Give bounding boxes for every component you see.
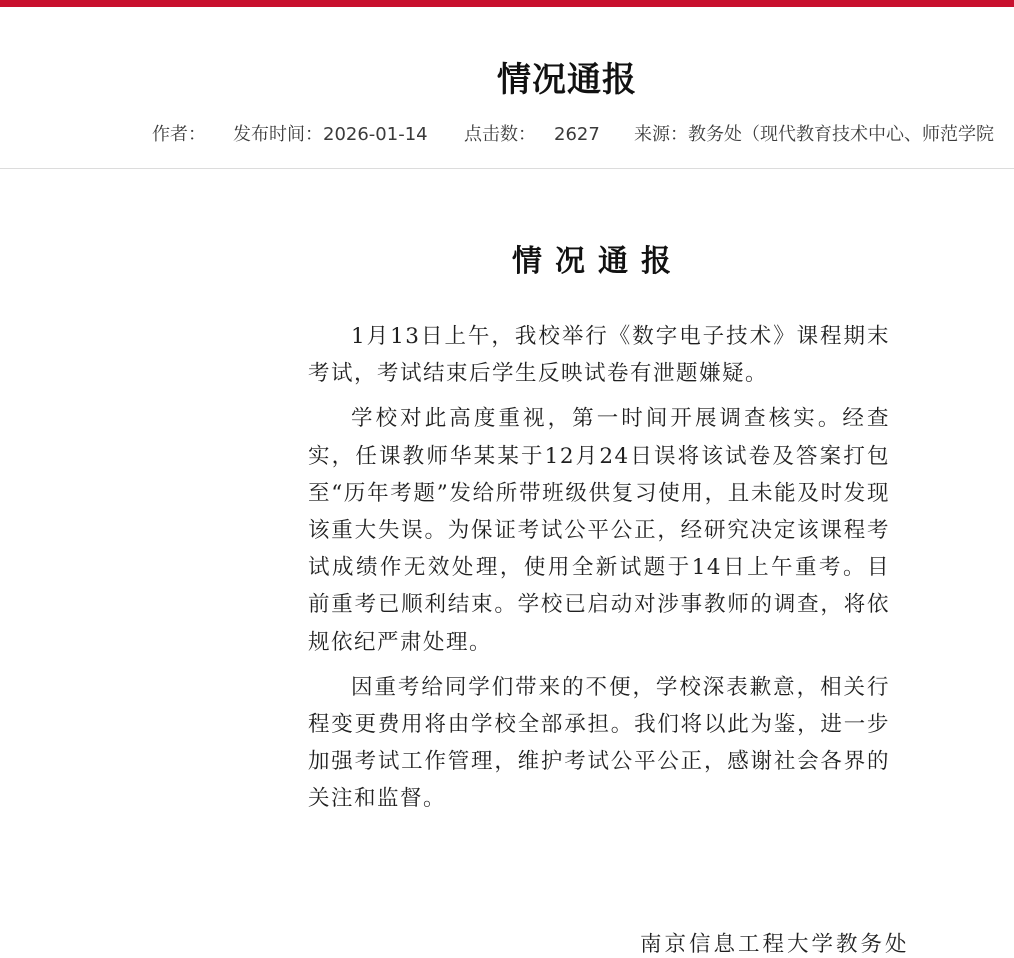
top-accent-bar <box>0 0 1014 7</box>
meta-clicks-label: 点击数： <box>464 124 536 145</box>
meta-publish-time: 发布时间：2026-01-14 <box>233 124 428 145</box>
notice-paragraph: 学校对此高度重视，第一时间开展调查核实。经查实，任课教师华某某于12月24日误将该试卷及答案打包至“历年考题”发给所带班级供复习使用，且未能及时发现该重大失误。为保证考试公平公正，经研究决定该课程考试成绩作无效处理，使用全新试题于14日上午重考。目前重考已顺利结束。学校已启动对涉事教师的调查，将依规依纪严肃处理。 <box>308 406 890 655</box>
article-meta-bar <box>152 120 1014 150</box>
notice-paragraph: 因重考给同学们带来的不便，学校深表歉意，相关行程变更费用将由学校全部承担。我们将以此为鉴，进一步加强考试工作管理，维护考试公平公正，感谢社会各界的关注和监督。 <box>308 674 890 812</box>
notice-body <box>308 318 890 818</box>
notice-title: 情况通报 <box>512 244 684 279</box>
header-divider <box>0 168 1014 169</box>
notice-paragraph: 1月13日上午，我校举行《数字电子技术》课程期末考试，考试结束后学生反映试卷有泄题嫌疑。 <box>308 324 890 387</box>
meta-author: 作者： <box>152 124 206 145</box>
meta-clicks-value: 2627 <box>554 124 600 145</box>
page-title: 情况通报 <box>497 60 637 100</box>
notice-signature: 南京信息工程大学教务处 <box>640 932 910 957</box>
meta-source: 来源：教务处（现代教育技术中心、师范学院 <box>634 124 994 145</box>
